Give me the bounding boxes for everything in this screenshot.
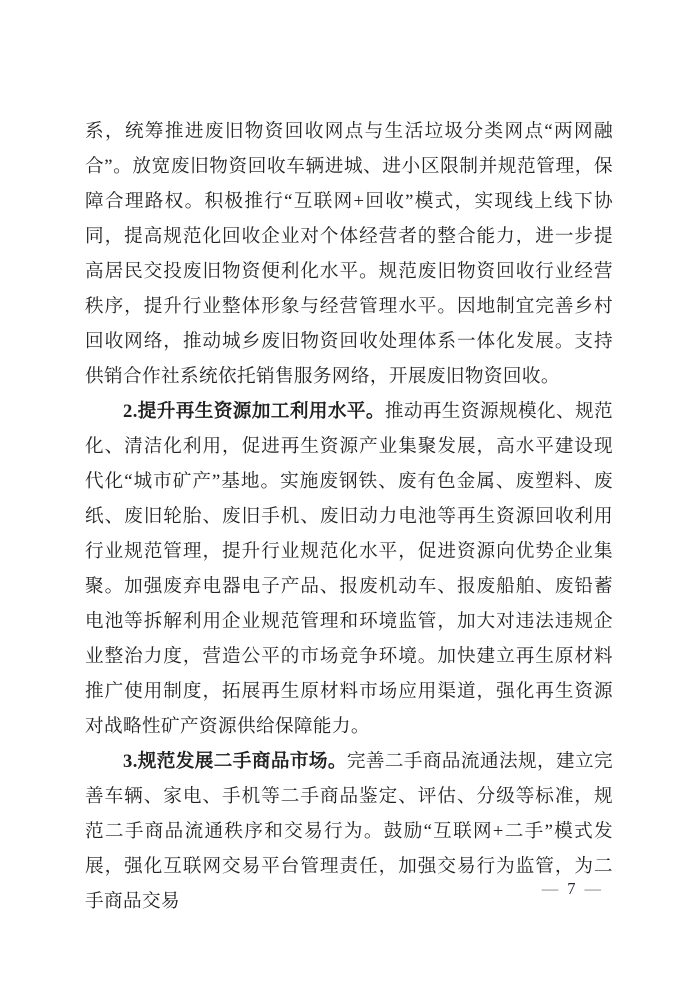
- document-body: [85, 114, 613, 919]
- page-number-value: 7: [567, 879, 576, 898]
- paragraph-text: 系，统筹推进废旧物资回收网点与生活垃圾分类网点“两网融合”。放宽废旧物资回收车辆进城、进小区限制并规范管理，保障合理路权。积极推行“互联网+回收”模式，实现线上线下协同，提高规范化回收企业对个体经营者的整合能力，进一步提高居民交投废旧物资便利化水平。规范废旧物资回收行业经营秩序，提升行业整体形象与经营管理水平。因地制宜完善乡村回收网络，推动城乡废旧物资回收处理体系一体化发展。支持供销合作社系统依托销售服务网络，开展废旧物资回收。: [85, 121, 613, 387]
- section-2-heading: 2.提升再生资源加工利用水平。: [123, 401, 385, 422]
- paragraph-text: 完善二手商品流通法规，建立完善车辆、家电、手机等二手商品鉴定、评估、分级等标准，规范二手商品流通秩序和交易行为。鼓励“互联网+二手”模式发展，强化互联网交易平台管理责任，加强交易行为监管，为二手商品交易: [85, 751, 613, 912]
- section-3-heading: 3.规范发展二手商品市场。: [123, 751, 347, 772]
- page-number-dash-right: —: [584, 879, 601, 898]
- paragraph-continuation: [85, 114, 613, 394]
- page-number-dash-left: —: [541, 879, 559, 898]
- paragraph-text: 推动再生资源规模化、规范化、清洁化利用，促进再生资源产业集聚发展，高水平建设现代化“城市矿产”基地。实施废钢铁、废有色金属、废塑料、废纸、废旧轮胎、废旧手机、废旧动力电池等再生资源回收利用行业规范管理，提升行业规范化水平，促进资源向优势企业集聚。加强废弃电器电子产品、报废机动车、报废船舶、废铅蓄电池等拆解利用企业规范管理和环境监管，加大对违法违规企业整治力度，营造公平的市场竞争环境。加快建立再生原材料推广使用制度，拓展再生原材料市场应用渠道，强化再生资源对战略性矿产资源供给保障能力。: [85, 401, 613, 737]
- paragraph-section-2: [85, 394, 613, 744]
- page-number: [542, 877, 601, 901]
- paragraph-section-3: [85, 744, 613, 919]
